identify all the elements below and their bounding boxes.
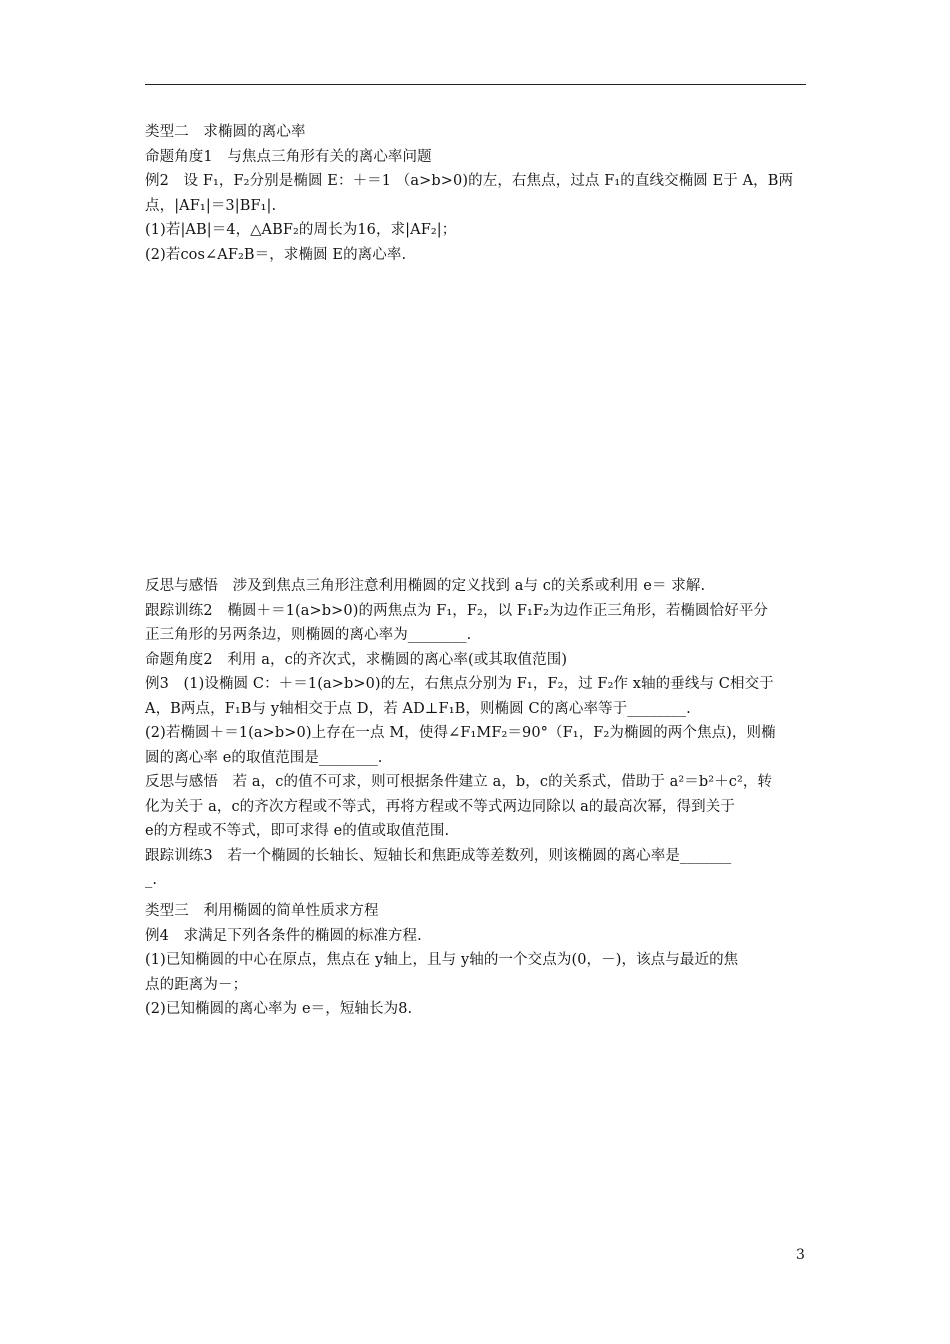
section-reflection-and-practice (145, 574, 810, 893)
example-2-line: 点，|AF₁|＝3|BF₁|. (145, 197, 277, 214)
example-4-part-1: (1)已知椭圆的中心在原点，焦点在 y轴上，且与 y轴的一个交点为(0，－)，该点与最近的焦 (145, 952, 739, 968)
section-type-three (145, 899, 810, 1022)
subtopic-heading: 命题角度2 利用 a，c的齐次式，求椭圆的离心率(或其取值范围) (145, 651, 568, 668)
example-2-part-2: (2)若cos∠AF₂B＝，求椭圆 E的离心率. (145, 246, 407, 263)
practice-3-line: _. (145, 872, 158, 888)
example-2-part-1: (1)若|AB|＝4，△ABF₂的周长为16，求|AF₂|； (145, 222, 457, 238)
example-3-line: A，B两点，F₁B与 y轴相交于点 D，若 AD⊥F₁B，则椭圆 C的离心率等于________. (145, 700, 691, 717)
example-4-part-1: 点的距离为－； (145, 976, 248, 993)
example-4-part-2: (2)已知椭圆的离心率为 e＝，短轴长为8. (145, 1001, 413, 1017)
example-3-part-2: (2)若椭圆＋＝1(a>b>0)上存在一点 M，使得∠F₁MF₂＝90°（F₁，F₂为椭圆的两个焦点)，则椭 (145, 725, 776, 741)
practice-2-line: 跟踪训练2 椭圆＋＝1(a>b>0)的两焦点为 F₁，F₂，以 F₁F₂为边作正三角形，若椭圆恰好平分 (145, 602, 769, 619)
header-rule (145, 84, 806, 85)
section-heading: 类型二 求椭圆的离心率 (145, 124, 306, 140)
reflection-line: 反思与感悟 涉及到焦点三角形注意利用椭圆的定义找到 a与 c的关系或利用 e＝ 求解. (145, 578, 706, 594)
section-type-two (145, 120, 810, 267)
reflection-line: 化为关于 a，c的齐次方程或不等式，再将方程或不等式两边同除以 a的最高次幂，得到关于 (145, 798, 735, 815)
subtopic-heading: 命题角度1 与焦点三角形有关的离心率问题 (145, 148, 432, 165)
section-heading: 类型三 利用椭圆的简单性质求方程 (145, 903, 379, 919)
practice-2-line: 正三角形的另两条边，则椭圆的离心率为________. (145, 627, 472, 643)
practice-3-line: 跟踪训练3 若一个椭圆的长轴长、短轴长和焦距成等差数列，则该椭圆的离心率是_______ (145, 847, 732, 864)
reflection-line: e的方程或不等式，即可求得 e的值或取值范围. (145, 823, 450, 839)
example-4-line: 例4 求满足下列各条件的椭圆的标准方程. (145, 927, 422, 944)
example-3-line: 例3 (1)设椭圆 C：＋＝1(a>b>0)的左，右焦点分别为 F₁，F₂，过 F₂作 x轴的垂线与 C相交于 (145, 676, 774, 692)
example-2-line: 例2 设 F₁，F₂分别是椭圆 E：＋＝1 （a>b>0)的左，右焦点，过点 F₁的直线交椭圆 E于 A，B两 (145, 173, 794, 189)
reflection-line: 反思与感悟 若 a，c的值不可求，则可根据条件建立 a，b，c的关系式，借助于 a²＝b²＋c²，转 (145, 774, 773, 790)
example-3-part-2: 圆的离心率 e的取值范围是________. (145, 749, 383, 766)
page-number: 3 (796, 1247, 805, 1263)
